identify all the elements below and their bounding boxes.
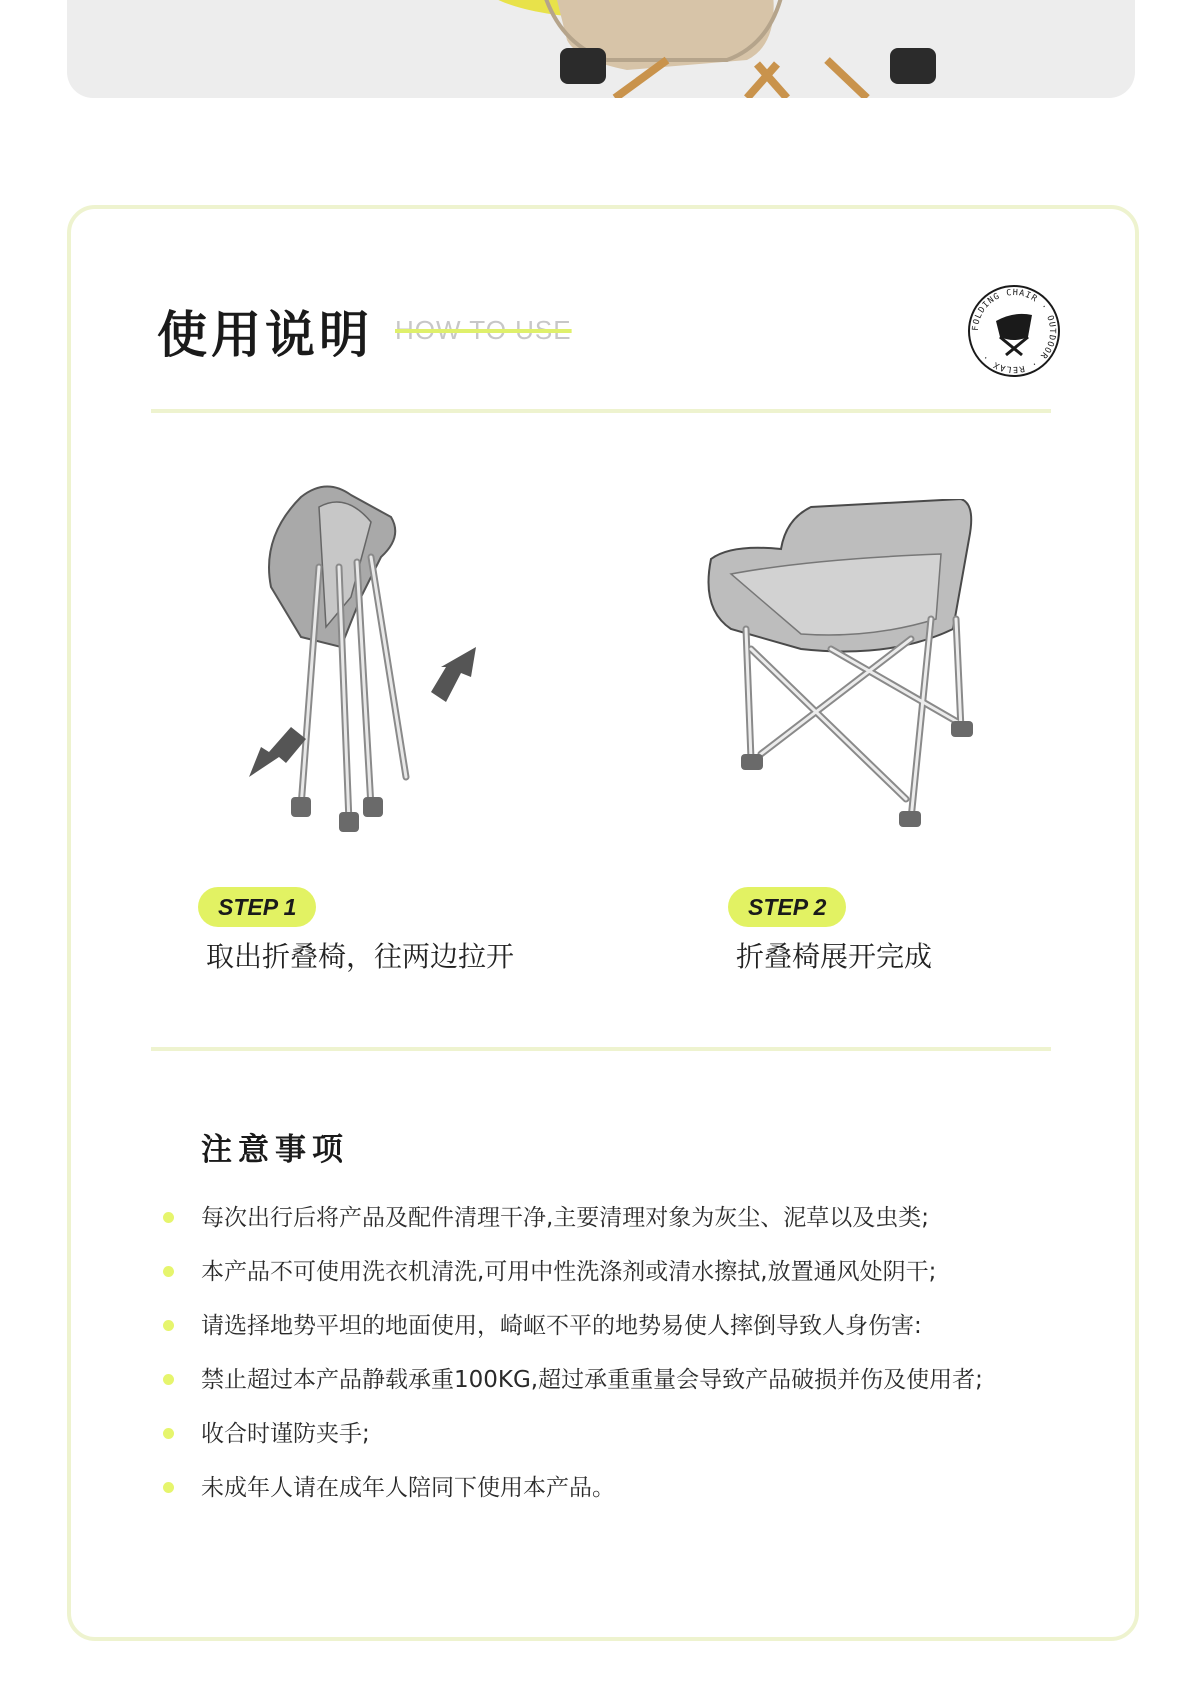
bullet-dot-icon: [163, 1212, 174, 1223]
section-divider: [151, 409, 1051, 413]
instruction-card: [67, 205, 1139, 1641]
step-1-label: STEP 1: [198, 887, 316, 927]
step-2-text: 折叠椅展开完成: [736, 940, 933, 973]
note-item: 收合时谨防夹手;: [163, 1407, 1063, 1461]
arrow-left-icon: [249, 727, 306, 777]
note-item: 请选择地势平坦的地面使用，崎岖不平的地势易使人摔倒导致人身伤害:: [163, 1299, 1063, 1353]
step-1-text: 取出折叠椅，往两边拉开: [206, 940, 515, 973]
badge-ring-text: FOLDING CHAIR · OUTDOOR · RELAX ·: [970, 287, 1058, 375]
page-subtitle: HOW TO USE: [395, 315, 572, 345]
page-title: 使用说明: [157, 306, 373, 364]
notes-title: 注意事项: [201, 1132, 349, 1168]
bullet-dot-icon: [163, 1320, 174, 1331]
folded-chair-illustration: [231, 477, 531, 857]
note-item: 每次出行后将产品及配件清理干净,主要清理对象为灰尘、泥草以及虫类;: [163, 1191, 1063, 1245]
arrow-right-icon: [431, 647, 476, 702]
unfolded-chair-illustration: [691, 499, 1011, 859]
step-2-label: STEP 2: [728, 887, 846, 927]
bullet-dot-icon: [163, 1266, 174, 1277]
note-item: 禁止超过本产品静载承重100KG,超过承重重量会导致产品破损并伤及使用者;: [163, 1353, 1063, 1407]
product-photo-card: [67, 0, 1135, 98]
notes-list: [163, 1191, 1063, 1515]
chair-icon: [996, 314, 1032, 355]
bullet-dot-icon: [163, 1428, 174, 1439]
section-divider: [151, 1047, 1051, 1051]
note-item: 本产品不可使用洗衣机清洗,可用中性洗涤剂或清水擦拭,放置通风处阴干;: [163, 1245, 1063, 1299]
note-item: 未成年人请在成年人陪同下使用本产品。: [163, 1461, 1063, 1515]
chair-photo-bottom: [67, 0, 1135, 98]
folding-chair-badge: [966, 283, 1062, 379]
bullet-dot-icon: [163, 1374, 174, 1385]
bullet-dot-icon: [163, 1482, 174, 1493]
